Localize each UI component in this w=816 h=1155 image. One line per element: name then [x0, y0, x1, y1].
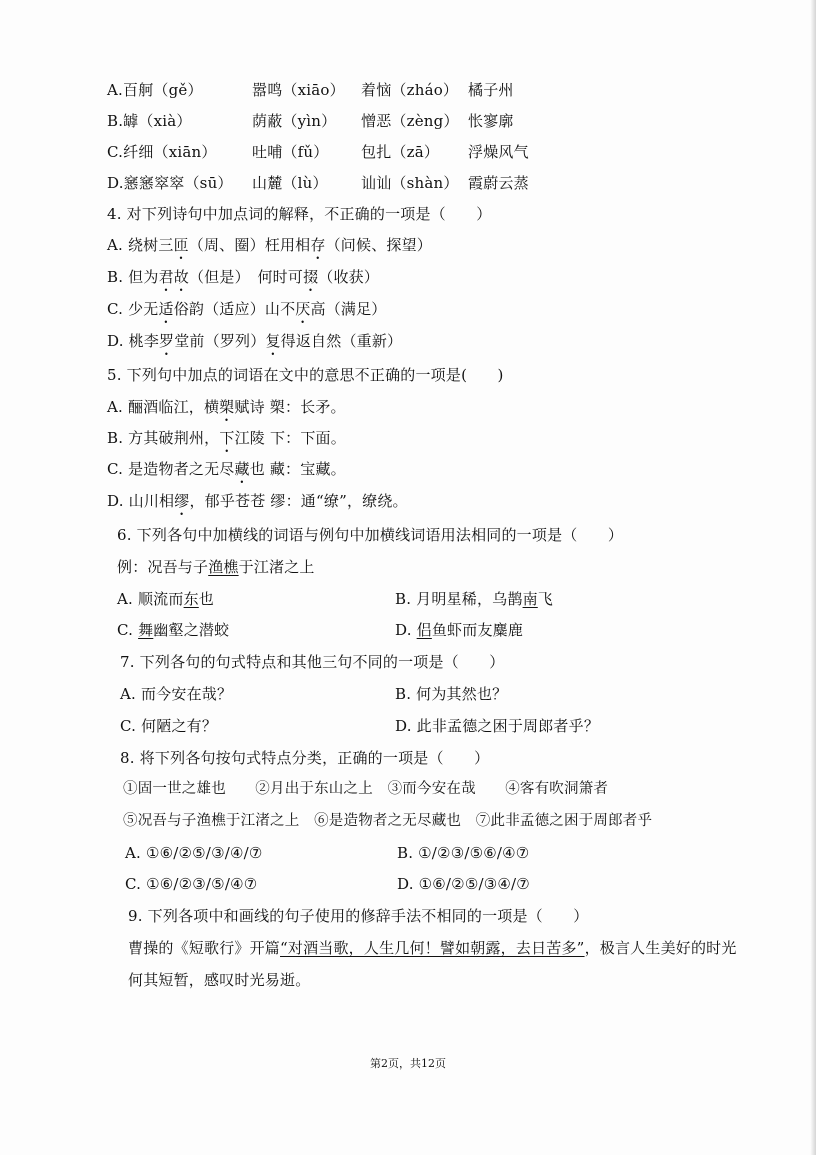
q9-stem: 9. 下列各项中和画线的句子使用的修辞手法不相同的一项是（ ）: [128, 907, 589, 925]
page-footer: 第2页，共12页: [370, 1057, 446, 1070]
q6-option-b: B. 月明星稀，乌鹊南飞: [395, 590, 553, 608]
q8-option-b: B. ①/②③/⑤⑥/④⑦: [397, 844, 530, 862]
q8-stem: 8. 将下列各句按句式特点分类，正确的一项是（ ）: [120, 749, 490, 767]
q9-paragraph-line1: 曹操的《短歌行》开篇“对酒当歌，人生几何！譬如朝露，去日苦多”，极言人生美好的时光: [128, 939, 737, 957]
q7-stem: 7. 下列各句的句式特点和其他三句不同的一项是（ ）: [120, 653, 505, 671]
q9-paragraph-line2: 何其短暂，感叹时光易逝。: [128, 971, 311, 989]
q8-sentences-row1: ①固一世之雄也 ②月出于东山之上 ③而今安在哉 ④客有吹洞箫者: [123, 781, 609, 797]
q5-option-c: C. 是造物者之无尽藏也 藏：宝藏。: [107, 460, 346, 478]
q4-option-b: B. 但为君故（但是） 何时可掇（收获）: [107, 268, 380, 286]
q6-option-c: C. 舞幽壑之潜蛟: [117, 621, 230, 639]
q5-stem: 5. 下列句中加点的词语在文中的意思不正确的一项是( ): [107, 366, 504, 384]
q5-option-a: A. 酾酒临江，横槊赋诗 槊：长矛。: [107, 398, 346, 416]
q8-option-a: A. ①⑥/②⑤/③/④/⑦: [125, 844, 263, 862]
q8-option-d: D. ①⑥/②⑤/③④/⑦: [397, 875, 530, 893]
q5-option-b: B. 方其破荆州，下江陵 下：下面。: [107, 429, 346, 447]
q4-stem: 4. 对下列诗句中加点词的解释，不正确的一项是（ ）: [107, 205, 492, 223]
q7-option-b: B. 何为其然也？: [395, 685, 508, 703]
q4-option-d: D. 桃李罗堂前（罗列）复得返自然（重新）: [107, 332, 403, 350]
q6-stem: 6. 下列各句中加横线的词语与例句中加横线词语用法相同的一项是（ ）: [117, 526, 624, 544]
q5-option-d: D. 山川相缪，郁乎苍苍 缪：通“缭”，缭绕。: [107, 492, 408, 510]
q4-option-c: C. 少无适俗韵（适应）山不厌高（满足）: [107, 300, 387, 318]
q8-sentences-row2: ⑤况吾与子渔樵于江渚之上 ⑥是造物者之无尽藏也 ⑦此非孟德之困于周郎者乎: [123, 813, 653, 829]
q8-option-c: C. ①⑥/②③/⑤/④⑦: [125, 875, 258, 893]
q6-option-a: A. 顺流而东也: [117, 590, 214, 608]
q7-option-a: A. 而今安在哉？: [120, 685, 233, 703]
q7-option-c: C. 何陋之有？: [120, 717, 218, 735]
q7-option-d: D. 此非孟德之困于周郎者乎？: [395, 717, 600, 735]
q6-option-d: D. 侣鱼虾而友麋鹿: [395, 621, 524, 639]
q6-example: 例：况吾与子渔樵于江渚之上: [117, 558, 315, 576]
page-edge-shadow: [810, 0, 816, 1155]
q4-option-a: A. 绕树三匝（周、圈）枉用相存（问候、探望）: [107, 236, 432, 254]
